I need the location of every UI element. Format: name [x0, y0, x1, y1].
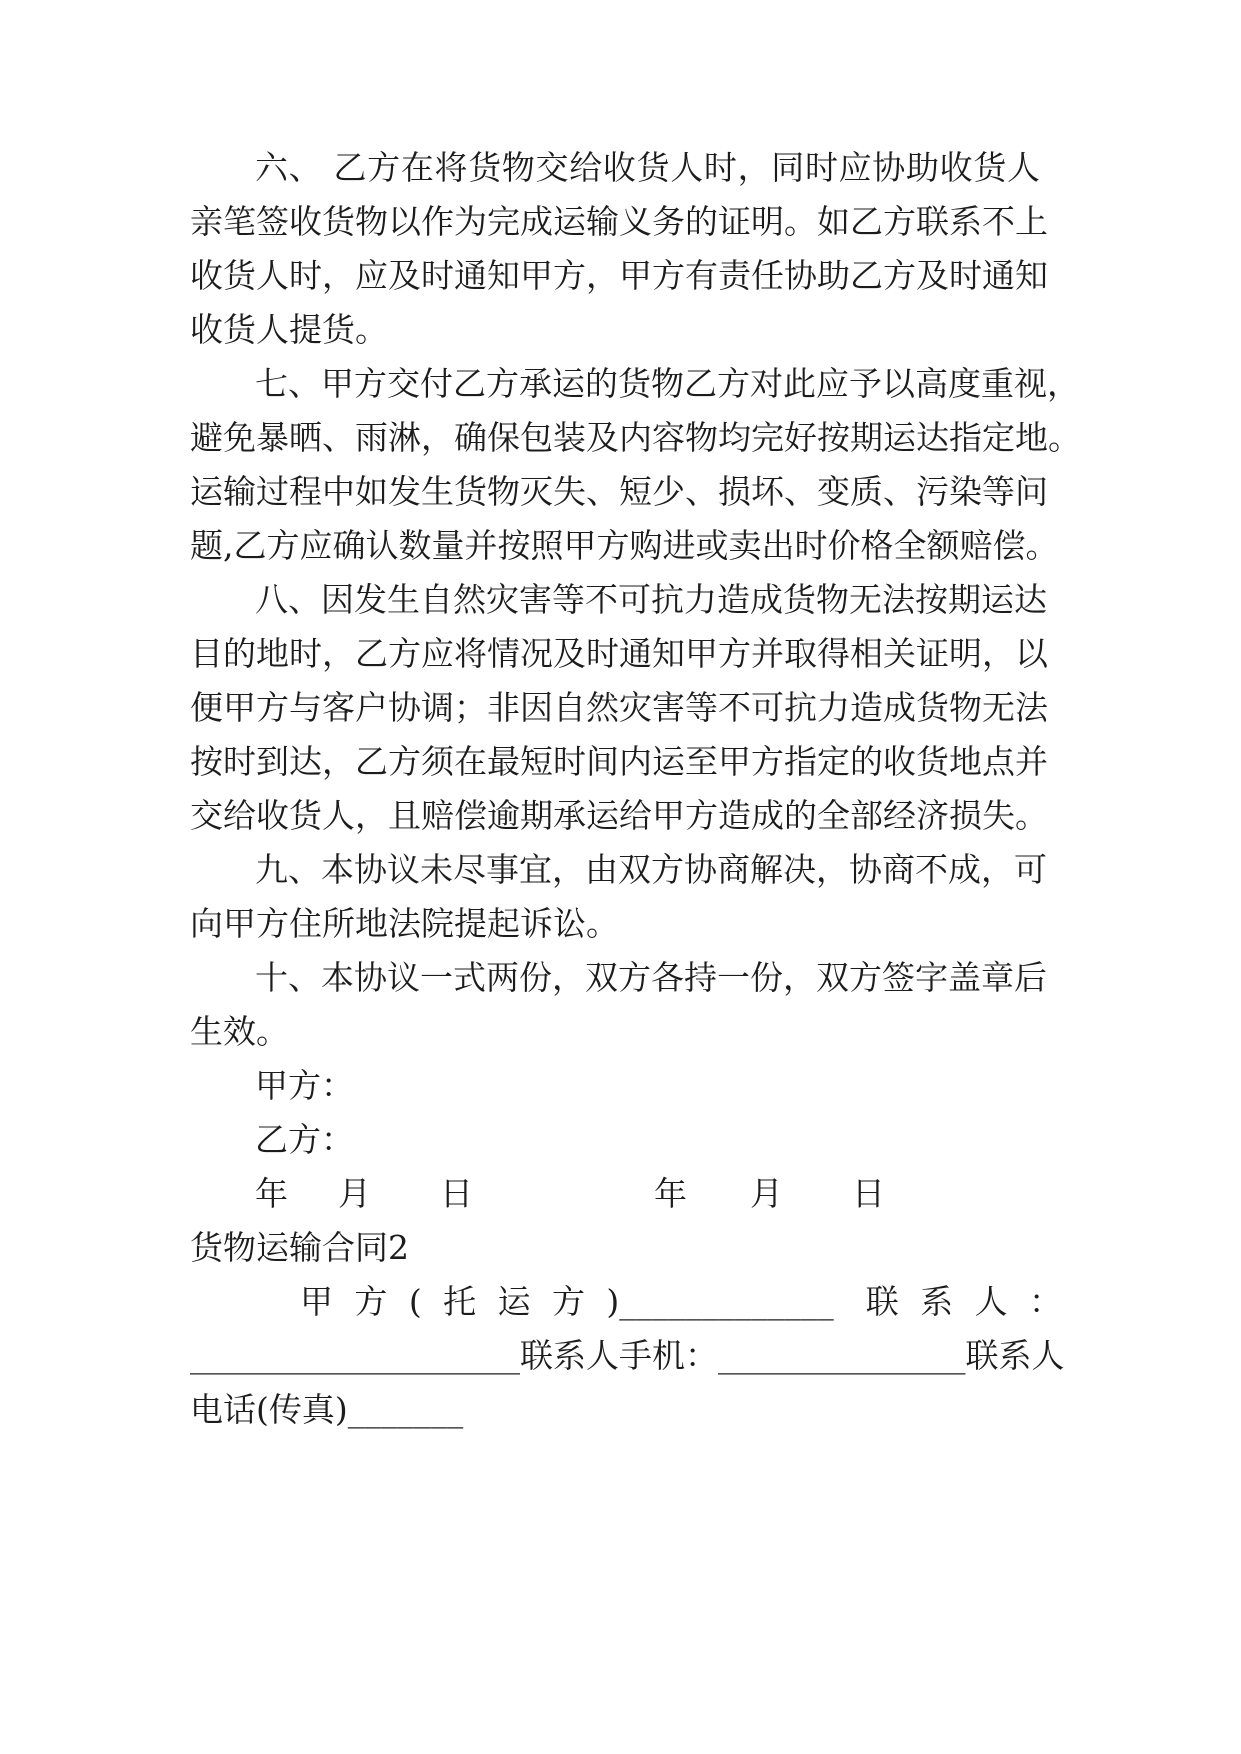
clause-7-line-2: 避免暴晒、雨淋，确保包装及内容物均完好按期运达指定地。: [190, 418, 1081, 457]
clause-8-line-4: 按时到达，乙方须在最短时间内运至甲方指定的收货地点并: [190, 742, 1048, 781]
party-b-label: 乙方：: [255, 1120, 354, 1159]
clause-10-line-1: 十、本协议一式两份，双方各持一份，双方签字盖章后: [255, 958, 1047, 997]
clause-8-line-2: 目的地时，乙方应将情况及时通知甲方并取得相关证明，以: [190, 634, 1048, 673]
clause-7-line-1: 七、甲方交付乙方承运的货物乙方对此应予以高度重视，: [255, 364, 1080, 403]
date-month-a: 月: [338, 1174, 371, 1213]
clause-8-line-3: 便甲方与客户协调；非因自然灾害等不可抗力造成货物无法: [190, 688, 1048, 727]
clause-6-line-2: 亲笔签收货物以作为完成运输义务的证明。如乙方联系不上: [190, 202, 1048, 241]
date-month-b: 月: [750, 1174, 783, 1213]
clause-8-line-1: 八、因发生自然灾害等不可抗力造成货物无法按期运达: [255, 580, 1047, 619]
contact-line-1: 甲方(托运方)_____________ 联系人：: [300, 1282, 1062, 1321]
contact-line-3: 电话(传真)_______: [190, 1390, 464, 1429]
date-year-a: 年: [255, 1174, 288, 1213]
clause-8-line-5: 交给收货人，且赔偿逾期承运给甲方造成的全部经济损失。: [190, 796, 1048, 835]
date-year-b: 年: [654, 1174, 687, 1213]
date-day-a: 日: [440, 1174, 473, 1213]
date-day-b: 日: [852, 1174, 885, 1213]
second-contract-title: 货物运输合同2: [190, 1228, 409, 1267]
clause-9-line-2: 向甲方住所地法院提起诉讼。: [190, 904, 619, 943]
contact-line-2: ____________________联系人手机：_______________联系人: [190, 1336, 1065, 1375]
clause-7-line-4: 题,乙方应确认数量并按照甲方购进或卖出时价格全额赔偿。: [190, 526, 1059, 565]
clause-6-line-4: 收货人提货。: [190, 310, 388, 349]
clause-7-line-3: 运输过程中如发生货物灭失、短少、损坏、变质、污染等问: [190, 472, 1048, 511]
clause-6-line-1: 六、 乙方在将货物交给收货人时，同时应协助收货人: [255, 148, 1040, 187]
clause-9-line-1: 九、本协议未尽事宜，由双方协商解决，协商不成，可: [255, 850, 1047, 889]
clause-6-line-3: 收货人时，应及时通知甲方，甲方有责任协助乙方及时通知: [190, 256, 1048, 295]
clause-10-line-2: 生效。: [190, 1012, 289, 1051]
party-a-label: 甲方：: [255, 1066, 354, 1105]
